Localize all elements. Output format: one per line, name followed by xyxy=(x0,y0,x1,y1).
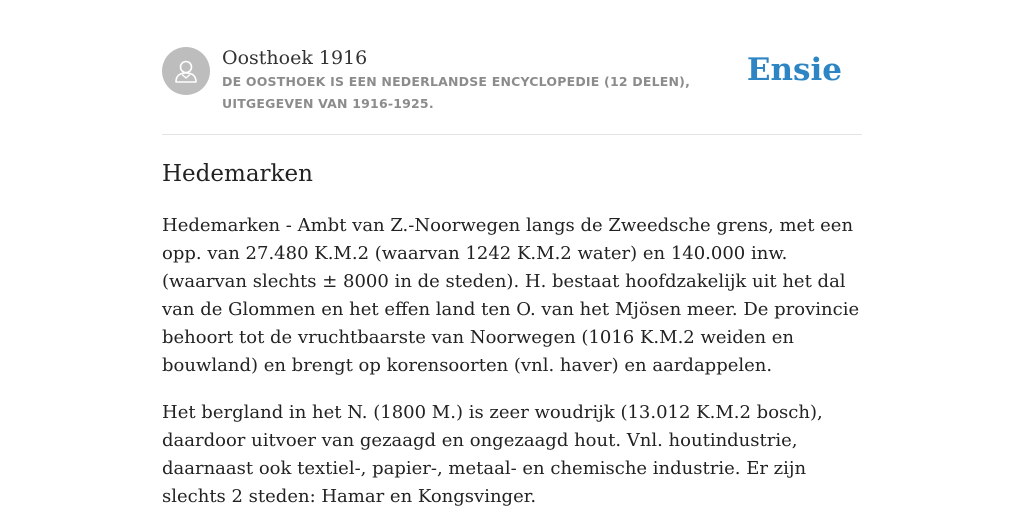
source-avatar[interactable] xyxy=(162,47,210,95)
brand-logo-link[interactable]: Ensie xyxy=(746,52,842,88)
source-title[interactable]: Oosthoek 1916 xyxy=(222,47,368,69)
page-container xyxy=(162,0,862,507)
user-icon xyxy=(172,57,200,85)
source-header xyxy=(162,0,862,135)
source-description: DE OOSTHOEK IS EEN NEDERLANDSE ENCYCLOPEDIE (12 DELEN), UITGEGEVEN VAN 1916-1925. xyxy=(222,74,691,111)
article-title: Hedemarken xyxy=(162,161,313,187)
article-paragraph: Hedemarken - Ambt van Z.-Noorwegen langs de Zweedsche grens, met een opp. van 27.480 K.M.2 (waarvan 1242 K.M.2 water) en 140.000 inw. (waarvan slechts ± 8000 in de steden). H. bestaat hoofdzakelijk uit het dal van de Glommen en het effen land ten O. van het Mjösen meer. De provincie behoort tot de vruchtbaarste van Noorwegen (1016 K.M.2 weiden en bouwland) en brengt op korensoorten (vnl. haver) en aardappelen. xyxy=(162,215,860,376)
article-paragraph: Het bergland in het N. (1800 M.) is zeer woudrijk (13.012 K.M.2 bosch), daardoor uitvoer van gezaagd en ongezaagd hout. Vnl. houtindustrie, daarnaast ook textiel-, papier-, metaal- en chemische industrie. Er zijn slechts 2 steden: Hamar en Kongsvinger. xyxy=(162,402,823,507)
